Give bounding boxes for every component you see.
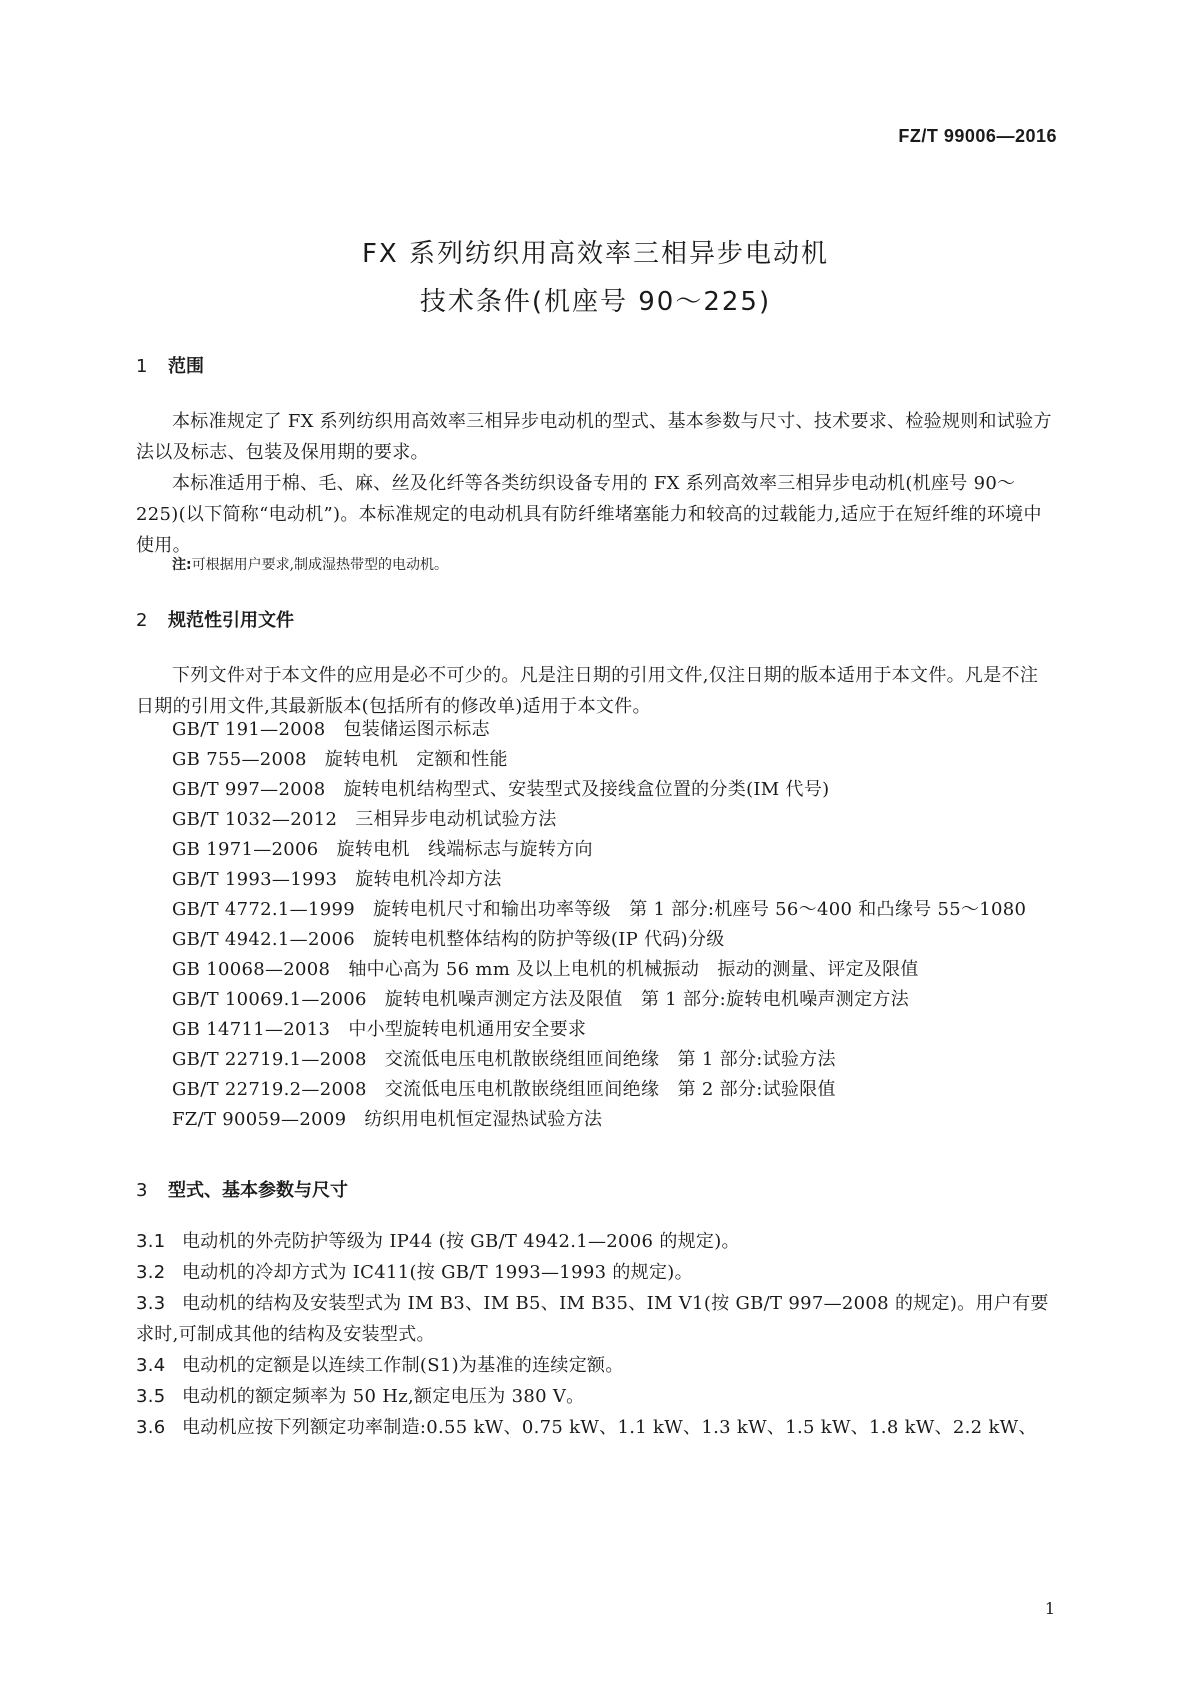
section-1-note (172, 554, 448, 574)
section-1-title: 范围 (168, 356, 204, 377)
clause-number: 3.1 (136, 1231, 166, 1252)
reference-code: GB/T 4772.1—1999 (172, 899, 355, 920)
clause-number: 3.3 (136, 1293, 166, 1314)
reference-code: GB 1971—2006 (172, 839, 319, 860)
note-text: 可根据用户要求,制成湿热带型的电动机。 (191, 557, 449, 573)
clause-text: 电动机的定额是以连续工作制(S1)为基准的连续定额。 (182, 1355, 624, 1376)
reference-item (172, 835, 1056, 865)
reference-item (172, 775, 1056, 805)
reference-item (172, 955, 1056, 985)
clause-number: 3.4 (136, 1355, 166, 1376)
clause-3-6 (136, 1412, 1056, 1443)
clause-text: 电动机应按下列额定功率制造:0.55 kW、0.75 kW、1.1 kW、1.3 kW、1.5 kW、1.8 kW、2.2 kW、 (182, 1417, 1037, 1438)
reference-code: GB 755—2008 (172, 749, 307, 770)
reference-title: 旋转电机整体结构的防护等级(IP 代码)分级 (373, 929, 725, 950)
reference-title: 旋转电机 线端标志与旋转方向 (336, 839, 593, 860)
section-1-paragraph-1: 本标准规定了 FX 系列纺织用高效率三相异步电动机的型式、基本参数与尺寸、技术要求、检验规则和试验方法以及标志、包装及保用期的要求。 (136, 411, 1052, 463)
section-2-title: 规范性引用文件 (168, 610, 294, 631)
section-2-number: 2 (136, 610, 148, 631)
reference-item (172, 715, 1056, 745)
reference-code: FZ/T 90059—2009 (172, 1109, 347, 1130)
reference-code: GB/T 10069.1—2006 (172, 989, 367, 1010)
reference-title: 旋转电机噪声测定方法及限值 第 1 部分:旋转电机噪声测定方法 (384, 989, 910, 1010)
section-3-number: 3 (136, 1180, 148, 1201)
clause-3-1 (136, 1226, 1056, 1257)
reference-item (172, 805, 1056, 835)
page-number: 1 (1044, 1599, 1055, 1618)
reference-code: GB/T 22719.1—2008 (172, 1049, 367, 1070)
reference-item (172, 1045, 1056, 1075)
reference-code: GB/T 4942.1—2006 (172, 929, 355, 950)
clause-text: 电动机的额定频率为 50 Hz,额定电压为 380 V。 (182, 1386, 585, 1407)
clause-3-4 (136, 1350, 1056, 1381)
clause-number: 3.2 (136, 1262, 166, 1283)
reference-item (172, 1105, 1056, 1135)
document-title-line-1: FX 系列纺织用高效率三相异步电动机 (361, 239, 830, 269)
clause-3-5 (136, 1381, 1056, 1412)
reference-item (172, 865, 1056, 895)
reference-title: 轴中心高为 56 mm 及以上电机的机械振动 振动的测量、评定及限值 (348, 959, 919, 980)
section-2-paragraph-1: 下列文件对于本文件的应用是必不可少的。凡是注日期的引用文件,仅注日期的版本适用于本文件。凡是不注日期的引用文件,其最新版本(包括所有的修改单)适用于本文件。 (136, 665, 1039, 717)
clause-text: 电动机的结构及安装型式为 IM B3、IM B5、IM B35、IM V1(按 GB/T 997—2008 的规定)。用户有要求时,可制成其他的结构及安装型式。 (136, 1293, 1049, 1345)
reference-item (172, 745, 1056, 775)
reference-title: 旋转电机冷却方法 (355, 869, 502, 890)
clause-number: 3.6 (136, 1417, 166, 1438)
section-3-title: 型式、基本参数与尺寸 (168, 1180, 348, 1201)
document-title-line-2: 技术条件(机座号 90～225) (419, 287, 772, 317)
note-label: 注: (172, 557, 192, 573)
reference-title: 包装储运图示标志 (343, 719, 490, 740)
reference-item (172, 1075, 1056, 1105)
reference-item (172, 985, 1056, 1015)
reference-item (172, 1015, 1056, 1045)
section-1-number: 1 (136, 356, 148, 377)
clause-3-3 (136, 1288, 1056, 1350)
reference-title: 旋转电机尺寸和输出功率等级 第 1 部分:机座号 56～400 和凸缘号 55～1080 (373, 899, 1027, 920)
reference-title: 纺织用电机恒定湿热试验方法 (364, 1109, 603, 1130)
reference-code: GB 10068—2008 (172, 959, 331, 980)
reference-item (136, 895, 1056, 925)
normative-references-list (172, 715, 1056, 1135)
reference-title: 交流低电压电机散嵌绕组匝间绝缘 第 1 部分:试验方法 (384, 1049, 836, 1070)
reference-item (172, 925, 1056, 955)
reference-code: GB/T 191—2008 (172, 719, 326, 740)
clause-number: 3.5 (136, 1386, 166, 1407)
reference-code: GB/T 1993—1993 (172, 869, 338, 890)
reference-code: GB/T 22719.2—2008 (172, 1079, 367, 1100)
section-3-heading (136, 1176, 348, 1202)
section-2-heading (136, 606, 294, 632)
reference-title: 交流低电压电机散嵌绕组匝间绝缘 第 2 部分:试验限值 (384, 1079, 836, 1100)
section-1-paragraph-2: 本标准适用于棉、毛、麻、丝及化纤等各类纺织设备专用的 FX 系列高效率三相异步电动机(机座号 90～225)(以下简称“电动机”)。本标准规定的电动机具有防纤维堵塞能力和较高的过载能力,适应于在短纤维的环境中使用。 (136, 473, 1042, 556)
reference-code: GB/T 1032—2012 (172, 809, 338, 830)
standard-code: FZ/T 99006—2016 (898, 126, 1057, 146)
section-1-heading (136, 352, 204, 378)
reference-code: GB/T 997—2008 (172, 779, 326, 800)
reference-title: 旋转电机结构型式、安装型式及接线盒位置的分类(IM 代号) (343, 779, 830, 800)
clause-text: 电动机的外壳防护等级为 IP44 (按 GB/T 4942.1—2006 的规定)。 (182, 1231, 740, 1252)
reference-code: GB 14711—2013 (172, 1019, 331, 1040)
reference-title: 三相异步电动机试验方法 (355, 809, 557, 830)
reference-title: 旋转电机 定额和性能 (324, 749, 508, 770)
reference-title: 中小型旋转电机通用安全要求 (348, 1019, 587, 1040)
clause-3-2 (136, 1257, 1056, 1288)
clause-text: 电动机的冷却方式为 IC411(按 GB/T 1993—1993 的规定)。 (182, 1262, 693, 1283)
